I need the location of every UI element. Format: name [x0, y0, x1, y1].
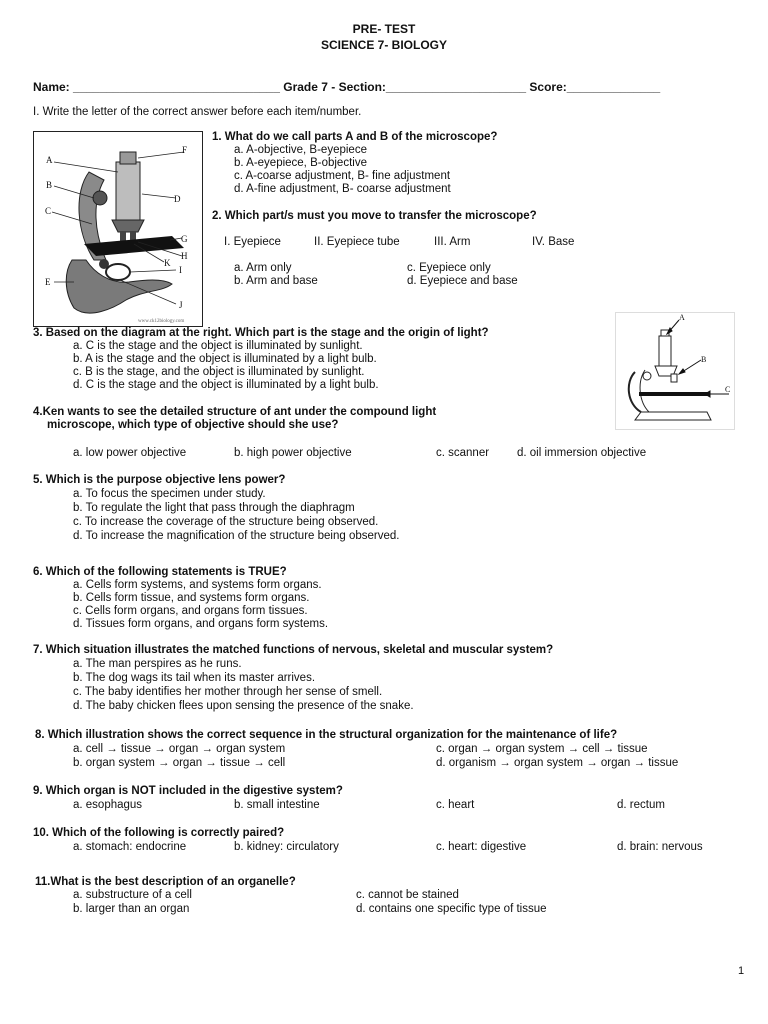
q8-stem: 8. Which illustration shows the correct sequence in the structural organization for the maintenance of life? — [35, 729, 618, 741]
q2-part-2: II. Eyepiece tube — [314, 236, 400, 248]
fig1-label-i: I — [179, 265, 182, 275]
q5-option-c: c. To increase the coverage of the structure being observed. — [73, 516, 379, 528]
fig1-credit: www.ck12biology.com — [138, 319, 185, 324]
q3-option-c: c. B is the stage, and the object is illuminated by sunlight. — [73, 366, 365, 378]
q5-option-a: a. To focus the specimen under study. — [73, 488, 266, 500]
q8-option-d: d. organism → organ system → organ → tissue — [436, 757, 679, 769]
fig1-label-b: B — [46, 180, 53, 190]
q7-option-b: b. The dog wags its tail when its master arrives. — [73, 672, 316, 684]
microscope-figure-1 — [33, 131, 203, 327]
fig2-label-b: B — [701, 355, 707, 364]
exam-subtitle: SCIENCE 7- BIOLOGY — [320, 38, 448, 52]
microscope-figure-2 — [615, 312, 735, 430]
fig1-label-a: A — [46, 155, 53, 165]
q3-option-d: d. C is the stage and the object is illuminated by a light bulb. — [73, 379, 379, 391]
q7-option-a: a. The man perspires as he runs. — [73, 658, 242, 670]
q11-option-b: b. larger than an organ — [73, 903, 190, 915]
q4-option-d: d. oil immersion objective — [517, 447, 647, 459]
q2-option-d: d. Eyepiece and base — [407, 275, 518, 287]
q4-option-c: c. scanner — [436, 447, 490, 459]
q1-option-d: d. A-fine adjustment, B- coarse adjustment — [234, 183, 451, 195]
q8-option-b: b. organ system → organ → tissue → cell — [73, 757, 286, 769]
q9-option-b: b. small intestine — [234, 799, 320, 811]
q6-option-c: c. Cells form organs, and organs form tissues. — [73, 605, 308, 617]
q1-stem: 1. What do we call parts A and B of the microscope? — [212, 131, 498, 143]
q2-part-3: III. Arm — [434, 236, 471, 248]
q1-option-c: c. A-coarse adjustment, B- fine adjustment — [234, 170, 451, 182]
q2-stem: 2. Which part/s must you move to transfer the microscope? — [212, 210, 537, 222]
q11-option-d: d. contains one specific type of tissue — [356, 903, 547, 915]
q2-option-b: b. Arm and base — [234, 275, 318, 287]
q4-stem-line1: 4.Ken wants to see the detailed structure of ant under the compound light — [33, 406, 437, 418]
q6-option-d: d. Tissues form organs, and organs form systems. — [73, 618, 329, 630]
fig1-label-k: K — [164, 258, 171, 268]
page-number: 1 — [738, 965, 745, 977]
fig1-label-f: F — [182, 145, 188, 155]
q6-option-a: a. Cells form systems, and systems form organs. — [73, 579, 322, 591]
q9-option-c: c. heart — [436, 799, 475, 811]
q6-stem: 6. Which of the following statements is TRUE? — [33, 566, 287, 578]
q9-stem: 9. Which organ is NOT included in the digestive system? — [33, 785, 343, 797]
instructions: I. Write the letter of the correct answer before each item/number. — [33, 106, 362, 118]
q9-option-d: d. rectum — [617, 799, 665, 811]
fig1-label-e: E — [45, 277, 51, 287]
q6-option-b: b. Cells form tissue, and systems form organs. — [73, 592, 310, 604]
q10-option-c: c. heart: digestive — [436, 841, 527, 853]
q7-option-d: d. The baby chicken flees upon sensing the presence of the snake. — [73, 700, 414, 712]
q10-option-b: b. kidney: circulatory — [234, 841, 339, 853]
q7-stem: 7. Which situation illustrates the matched functions of nervous, skeletal and muscular system? — [33, 644, 554, 656]
q8-option-c: c. organ → organ system → cell → tissue — [436, 743, 648, 755]
q11-option-a: a. substructure of a cell — [73, 889, 192, 901]
q1-option-a: a. A-objective, B-eyepiece — [234, 144, 367, 156]
q5-option-d: d. To increase the magnification of the structure being observed. — [73, 530, 400, 542]
q2-option-c: c. Eyepiece only — [407, 262, 491, 274]
q5-stem: 5. Which is the purpose objective lens power? — [33, 474, 286, 486]
fig1-label-h: H — [181, 251, 188, 261]
q3-stem: 3. Based on the diagram at the right. Which part is the stage and the origin of light? — [33, 327, 489, 339]
fig1-label-g: G — [181, 234, 188, 244]
q9-option-a: a. esophagus — [73, 799, 143, 811]
student-info-line: Name: _______________________________ Grade 7 - Section:_____________________ Score:______________ — [33, 80, 661, 94]
q7-option-c: c. The baby identifies her mother through her sense of smell. — [73, 686, 383, 698]
q1-option-b: b. A-eyepiece, B-objective — [234, 157, 367, 169]
fig1-label-j: J — [179, 300, 183, 310]
q10-option-a: a. stomach: endocrine — [73, 841, 187, 853]
fig1-label-c: C — [45, 206, 52, 216]
q10-option-d: d. brain: nervous — [617, 841, 703, 853]
q4-option-a: a. low power objective — [73, 447, 187, 459]
q10-stem: 10. Which of the following is correctly paired? — [33, 827, 285, 839]
q5-option-b: b. To regulate the light that pass through the diaphragm — [73, 502, 355, 514]
q11-stem: 11.What is the best description of an organelle? — [35, 876, 296, 888]
q2-part-4: IV. Base — [532, 236, 575, 248]
q4-option-b: b. high power objective — [234, 447, 352, 459]
q2-part-1: I. Eyepiece — [224, 236, 281, 248]
q4-stem-line2: microscope, which type of objective should she use? — [47, 419, 339, 431]
q3-option-b: b. A is the stage and the object is illuminated by a light bulb. — [73, 353, 377, 365]
q8-option-a: a. cell → tissue → organ → organ system — [73, 743, 286, 755]
fig2-label-c: C — [725, 385, 731, 394]
fig2-label-a: A — [679, 313, 685, 322]
exam-title: PRE- TEST — [352, 22, 416, 36]
q11-option-c: c. cannot be stained — [356, 889, 459, 901]
q3-option-a: a. C is the stage and the object is illuminated by sunlight. — [73, 340, 363, 352]
fig1-label-d: D — [174, 194, 181, 204]
q2-option-a: a. Arm only — [234, 262, 292, 274]
